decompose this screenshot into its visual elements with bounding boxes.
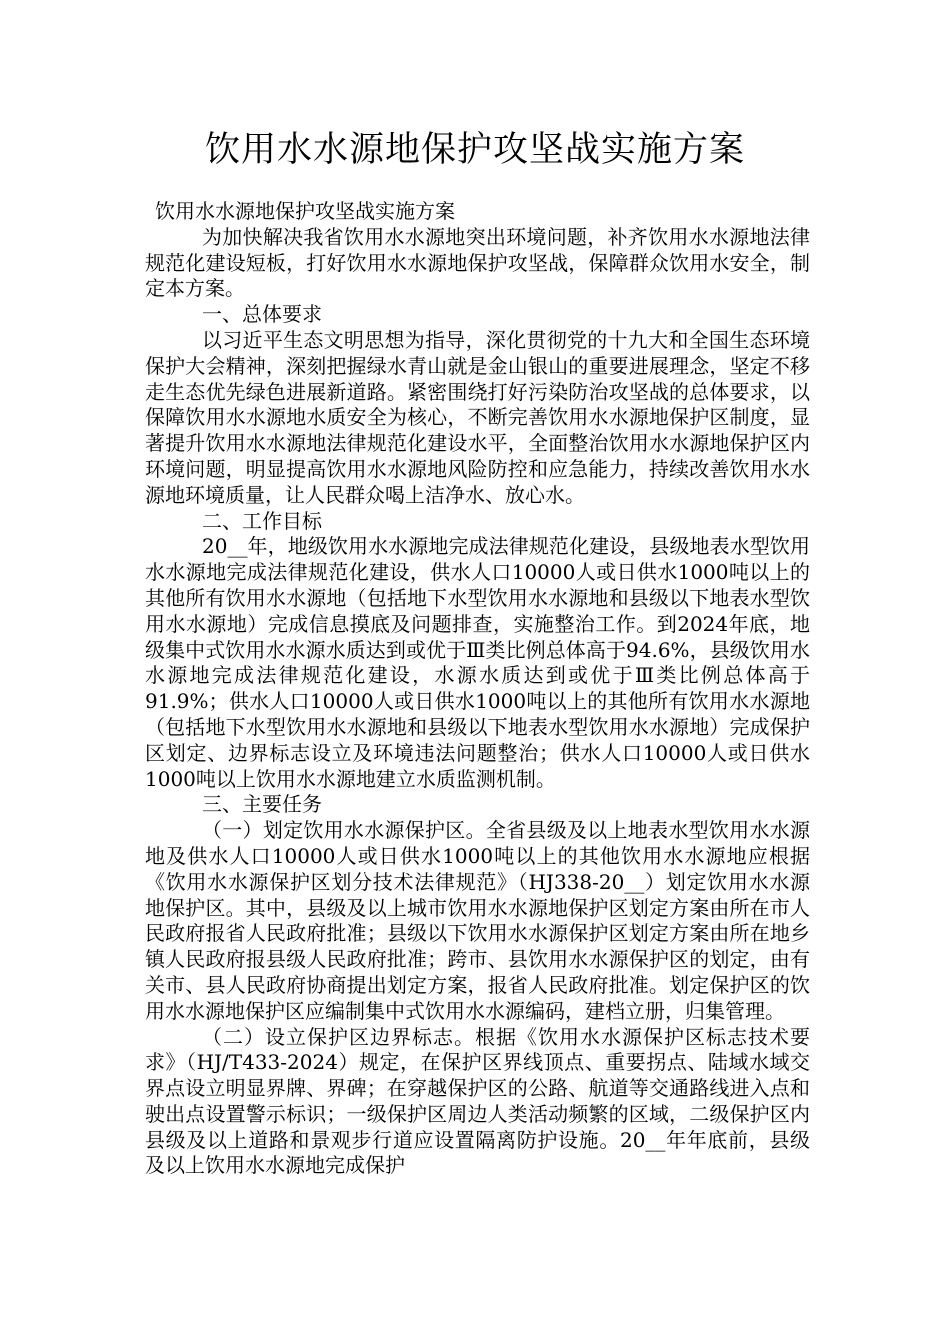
document-body: [145, 199, 810, 1179]
section-heading-general-requirements: 一、总体要求: [202, 302, 322, 327]
section-heading-main-tasks: 三、主要任务: [202, 792, 322, 817]
intro-paragraph: 为加快解决我省饮用水水源地突出环境问题，补齐饮用水水源地法律规范化建设短板，打好饮用水水源地保护攻坚战，保障群众饮用水安全，制定本方案。: [145, 224, 810, 301]
general-requirements-paragraph: 以习近平生态文明思想为指导，深化贯彻党的十九大和全国生态环境保护大会精神，深刻把握绿水青山就是金山银山的重要进展理念，坚定不移走生态优先绿色进展新道路。紧密围绕打好污染防治攻坚战的总体要求，以保障饮用水水源地水质安全为核心，不断完善饮用水水源地保护区制度，显著提升饮用水水源地法律规范化建设水平，全面整治饮用水水源地保护区内环境问题，明显提高饮用水水源地风险防控和应急能力，持续改善饮用水水源地环境质量，让人民群众喝上洁净水、放心水。: [145, 327, 810, 507]
task-delineate-protection-zone-paragraph: （一）划定饮用水水源保护区。全省县级及以上地表水型饮用水水源地及供水人口10000人或日供水1000吨以上的其他饮用水水源地应根据《饮用水水源保护区划分技术法律规范》（HJ338-20__）划定饮用水水源地保护区。其中，县级及以上城市饮用水水源地保护区划定方案由所在市人民政府报省人民政府批准；县级以下饮用水水源保护区划定方案由所在地乡镇人民政府报县级人民政府批准；跨市、县饮用水水源保护区的划定，由有关市、县人民政府协商提出划定方案，报省人民政府批准。划定保护区的饮用水水源地保护区应编制集中式饮用水水源编码，建档立册，归集管理。: [145, 818, 810, 1023]
document-subtitle: 饮用水水源地保护攻坚战实施方案: [155, 199, 455, 223]
work-goals-paragraph: 20__年，地级饮用水水源地完成法律规范化建设，县级地表水型饮用水水源地完成法律规范化建设，供水人口10000人或日供水1000吨以上的其他所有饮用水水源地（包括地下水型饮用水水源地和县级以下地表水型饮用水水源地）完成信息摸底及问题排查，实施整治工作。到2024年底，地级集中式饮用水水源水质达到或优于Ⅲ类比例总体高于94.6%，县级饮用水水源地完成法律规范化建设，水源水质达到或优于Ⅲ类比例总体高于91.9%；供水人口10000人或日供水1000吨以上的其他所有饮用水水源地（包括地下水型饮用水水源地和县级以下地表水型饮用水水源地）完成保护区划定、边界标志设立及环境违法问题整治；供水人口10000人或日供水1000吨以上饮用水水源地建立水质监测机制。: [145, 534, 810, 791]
document-title: 饮用水水源地保护攻坚战实施方案: [204, 130, 745, 170]
task-boundary-markers-paragraph: （二）设立保护区边界标志。根据《饮用水水源保护区标志技术要求》（HJ/T433-2024）规定，在保护区界线顶点、重要拐点、陆域水域交界点设立明显界牌、界碑；在穿越保护区的公路、航道等交通路线进入点和驶出点设置警示标识；一级保护区周边人类活动频繁的区域，二级保护区内县级及以上道路和景观步行道应设置隔离防护设施。20__年年底前，县级及以上饮用水水源地完成保护: [145, 1024, 810, 1178]
section-heading-work-goals: 二、工作目标: [202, 508, 322, 533]
